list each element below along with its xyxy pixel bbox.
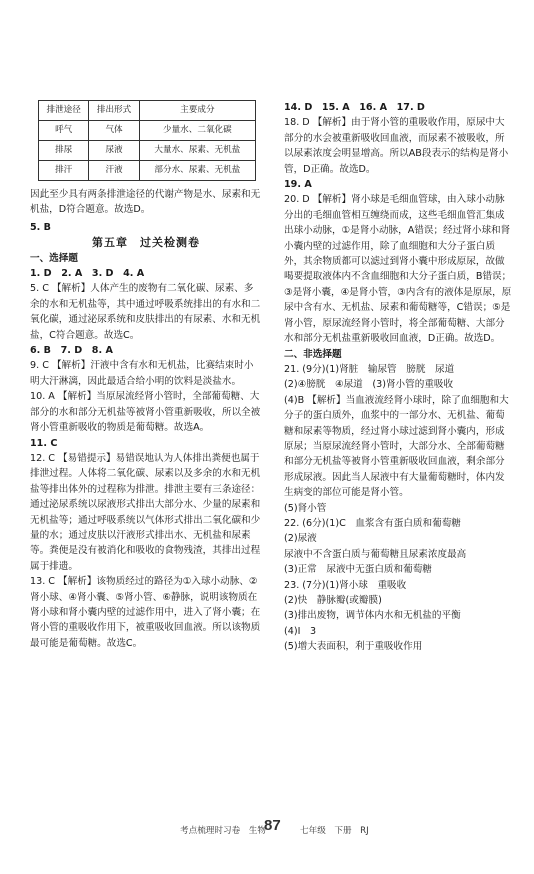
column-divider — [271, 100, 272, 812]
table-cell: 大量水、尿素、无机盐 — [139, 141, 255, 161]
table-header: 排泄途径 — [39, 101, 89, 121]
answer-item: 18. D 【解析】由于肾小管的重吸收作用，原尿中大部分的水会被重新吸收回血液，而尿素不被吸收，所以尿素浓度会明显增高。所以AB段表示的结构是肾小管，D正确。故选D。 — [284, 117, 509, 175]
table-header-row — [39, 101, 256, 121]
table-cell: 汗液 — [89, 161, 139, 181]
table-header: 排出形式 — [89, 101, 139, 121]
answer-item: 5. B — [30, 221, 51, 233]
table-cell: 排汗 — [39, 161, 89, 181]
answer-item: (4)B 【解析】当血液流经肾小球时，除了血细胞和大分子的蛋白质外，血浆中的一部分水、无机盐、葡萄糖和尿素等物质，经过肾小球过滤到肾小囊内，形成原尿；当原尿流经肾小管时，大部分水、全部葡萄糖和部分无机盐等被肾小管重新吸收回血液，剩余部分形成尿液。因此当人尿液中有大量葡萄糖时，体内发生病变的部位可能是肾小管。 — [284, 394, 509, 499]
answer-item: 20. D 【解析】肾小球是毛细血管球，由入球小动脉分出的毛细血管相互缠绕而成，这些毛细血管汇集成出球小动脉，①是肾小动脉，A错误；经过肾小球和肾小囊内壁的过滤作用，除了血细胞和大分子蛋白质外，其余物质都可以滤过到肾小囊中形成原尿，故做喝要提取液体内不含血细胞和大分子蛋白质，B错误；③是肾小囊，④是肾小管，③内含有的液体是原尿，原尿中含有水、无机盐、尿素和葡萄糖等，C错误；⑤是肾小管，原尿流经肾小管时，将全部葡萄糖、大部分水和部分无机盐重新吸收回血液，D正确。故选D。 — [284, 194, 512, 345]
excretion-table — [38, 100, 256, 181]
answer-item: 1. D 2. A 3. D 4. A — [30, 268, 145, 280]
table-row — [39, 141, 256, 161]
left-column — [30, 100, 262, 651]
answer-item: (5)肾小管 — [284, 502, 327, 514]
answer-item: 23. (7分)(1)肾小球 重吸收 — [284, 579, 407, 591]
page-number: 87 — [264, 817, 281, 834]
answer-item: 12. C 【易错提示】易错误地认为人体排出粪便也属于排泄过程。人体将二氧化碳、尿素以及多余的水和无机盐等排出体外的过程称为排泄。排泄主要有三条途径：通过泌尿系统以尿液形式排出大部分水、少量的尿素和无机盐等；通过呼吸系统以气体形式排出二氧化碳和少量的水；通过皮肤以汗液形式排出水、无机盐和尿素等。粪便是没有被消化和吸收的食物残渣，其排出过程属于排遗。 — [30, 452, 261, 572]
table-cell: 气体 — [89, 121, 139, 141]
answer-item: 6. B 7. D 8. A — [30, 345, 113, 357]
answer-item: (2)④膀胱 ④尿道 (3)肾小管的重吸收 — [284, 379, 454, 391]
answer-item: (5)增大表面积，利于重吸收作用 — [284, 641, 423, 653]
table-cell: 呼气 — [39, 121, 89, 141]
table-cell: 尿液 — [89, 141, 139, 161]
page-footer — [0, 817, 534, 840]
table-row — [39, 161, 256, 181]
answer-text: 因此至少具有两条排泄途径的代谢产物是水、尿素和无机盐，D符合题意。故选D。 — [30, 189, 261, 216]
answer-item: 9. C 【解析】汗液中含有水和无机盐，比赛结束时小明大汗淋漓，因此最适合给小明的饮料是淡盐水。 — [30, 360, 254, 387]
footer-book-title: 考点梳理时习卷 生物 — [180, 826, 266, 836]
table-cell: 少量水、二氧化碳 — [139, 121, 255, 141]
right-column — [284, 100, 514, 655]
answer-item: (3)正常 尿液中无蛋白质和葡萄糖 — [284, 564, 432, 576]
answer-item: 5. C 【解析】人体产生的废物有二氧化碳、尿素、多余的水和无机盐等，其中通过呼吸系统排出的有水和二氧化碳，通过泌尿系统和皮肤排出的有尿素、水和无机盐，C符合题意。故选C。 — [30, 283, 261, 341]
answer-item: 11. C — [30, 437, 58, 449]
answer-item: (2)尿液 — [284, 533, 317, 545]
answer-item: 尿液中不含蛋白质与葡萄糖且尿素浓度最高 — [284, 548, 467, 560]
footer-grade-info: 七年级 下册 RJ — [300, 826, 369, 836]
answer-item: (4)Ⅰ 3 — [284, 625, 317, 637]
answer-item: (3)排出废物，调节体内水和无机盐的平衡 — [284, 610, 461, 622]
answer-item: 13. C 【解析】该物质经过的路径为①入球小动脉、②肾小球、④肾小囊、⑤肾小管、⑥静脉，说明该物质在肾小球和肾小囊内壁的过滤作用中，进入了肾小囊；在肾小管的重吸收作用下，被重吸收回血液。所以该物质最可能是葡萄糖。故选C。 — [30, 576, 261, 649]
chapter-title: 第五章 过关检测卷 — [92, 236, 200, 250]
answer-item: (2)快 静脉瓣(或瓣膜) — [284, 595, 382, 606]
table-row — [39, 121, 256, 141]
answer-item: 21. (9分)(1)肾脏 输尿管 膀胱 尿道 — [284, 363, 455, 375]
answer-item: 10. A 【解析】当原尿流经肾小管时，全部葡萄糖、大部分的水和部分无机盐等被肾小管重新吸收，所以全被肾小管重新吸收的物质是葡萄糖。故选A。 — [30, 391, 261, 434]
table-cell: 排尿 — [39, 141, 89, 161]
answer-item: 22. (6分)(1)C 血浆含有蛋白质和葡萄糖 — [284, 517, 461, 529]
answer-item: 19. A — [284, 179, 312, 191]
answer-item: 14. D 15. A 16. A 17. D — [284, 102, 425, 113]
section-heading: 二、非选择题 — [284, 348, 342, 360]
table-cell: 部分水、尿素、无机盐 — [139, 161, 255, 181]
section-heading: 一、选择题 — [30, 252, 78, 264]
table-header: 主要成分 — [139, 101, 255, 121]
